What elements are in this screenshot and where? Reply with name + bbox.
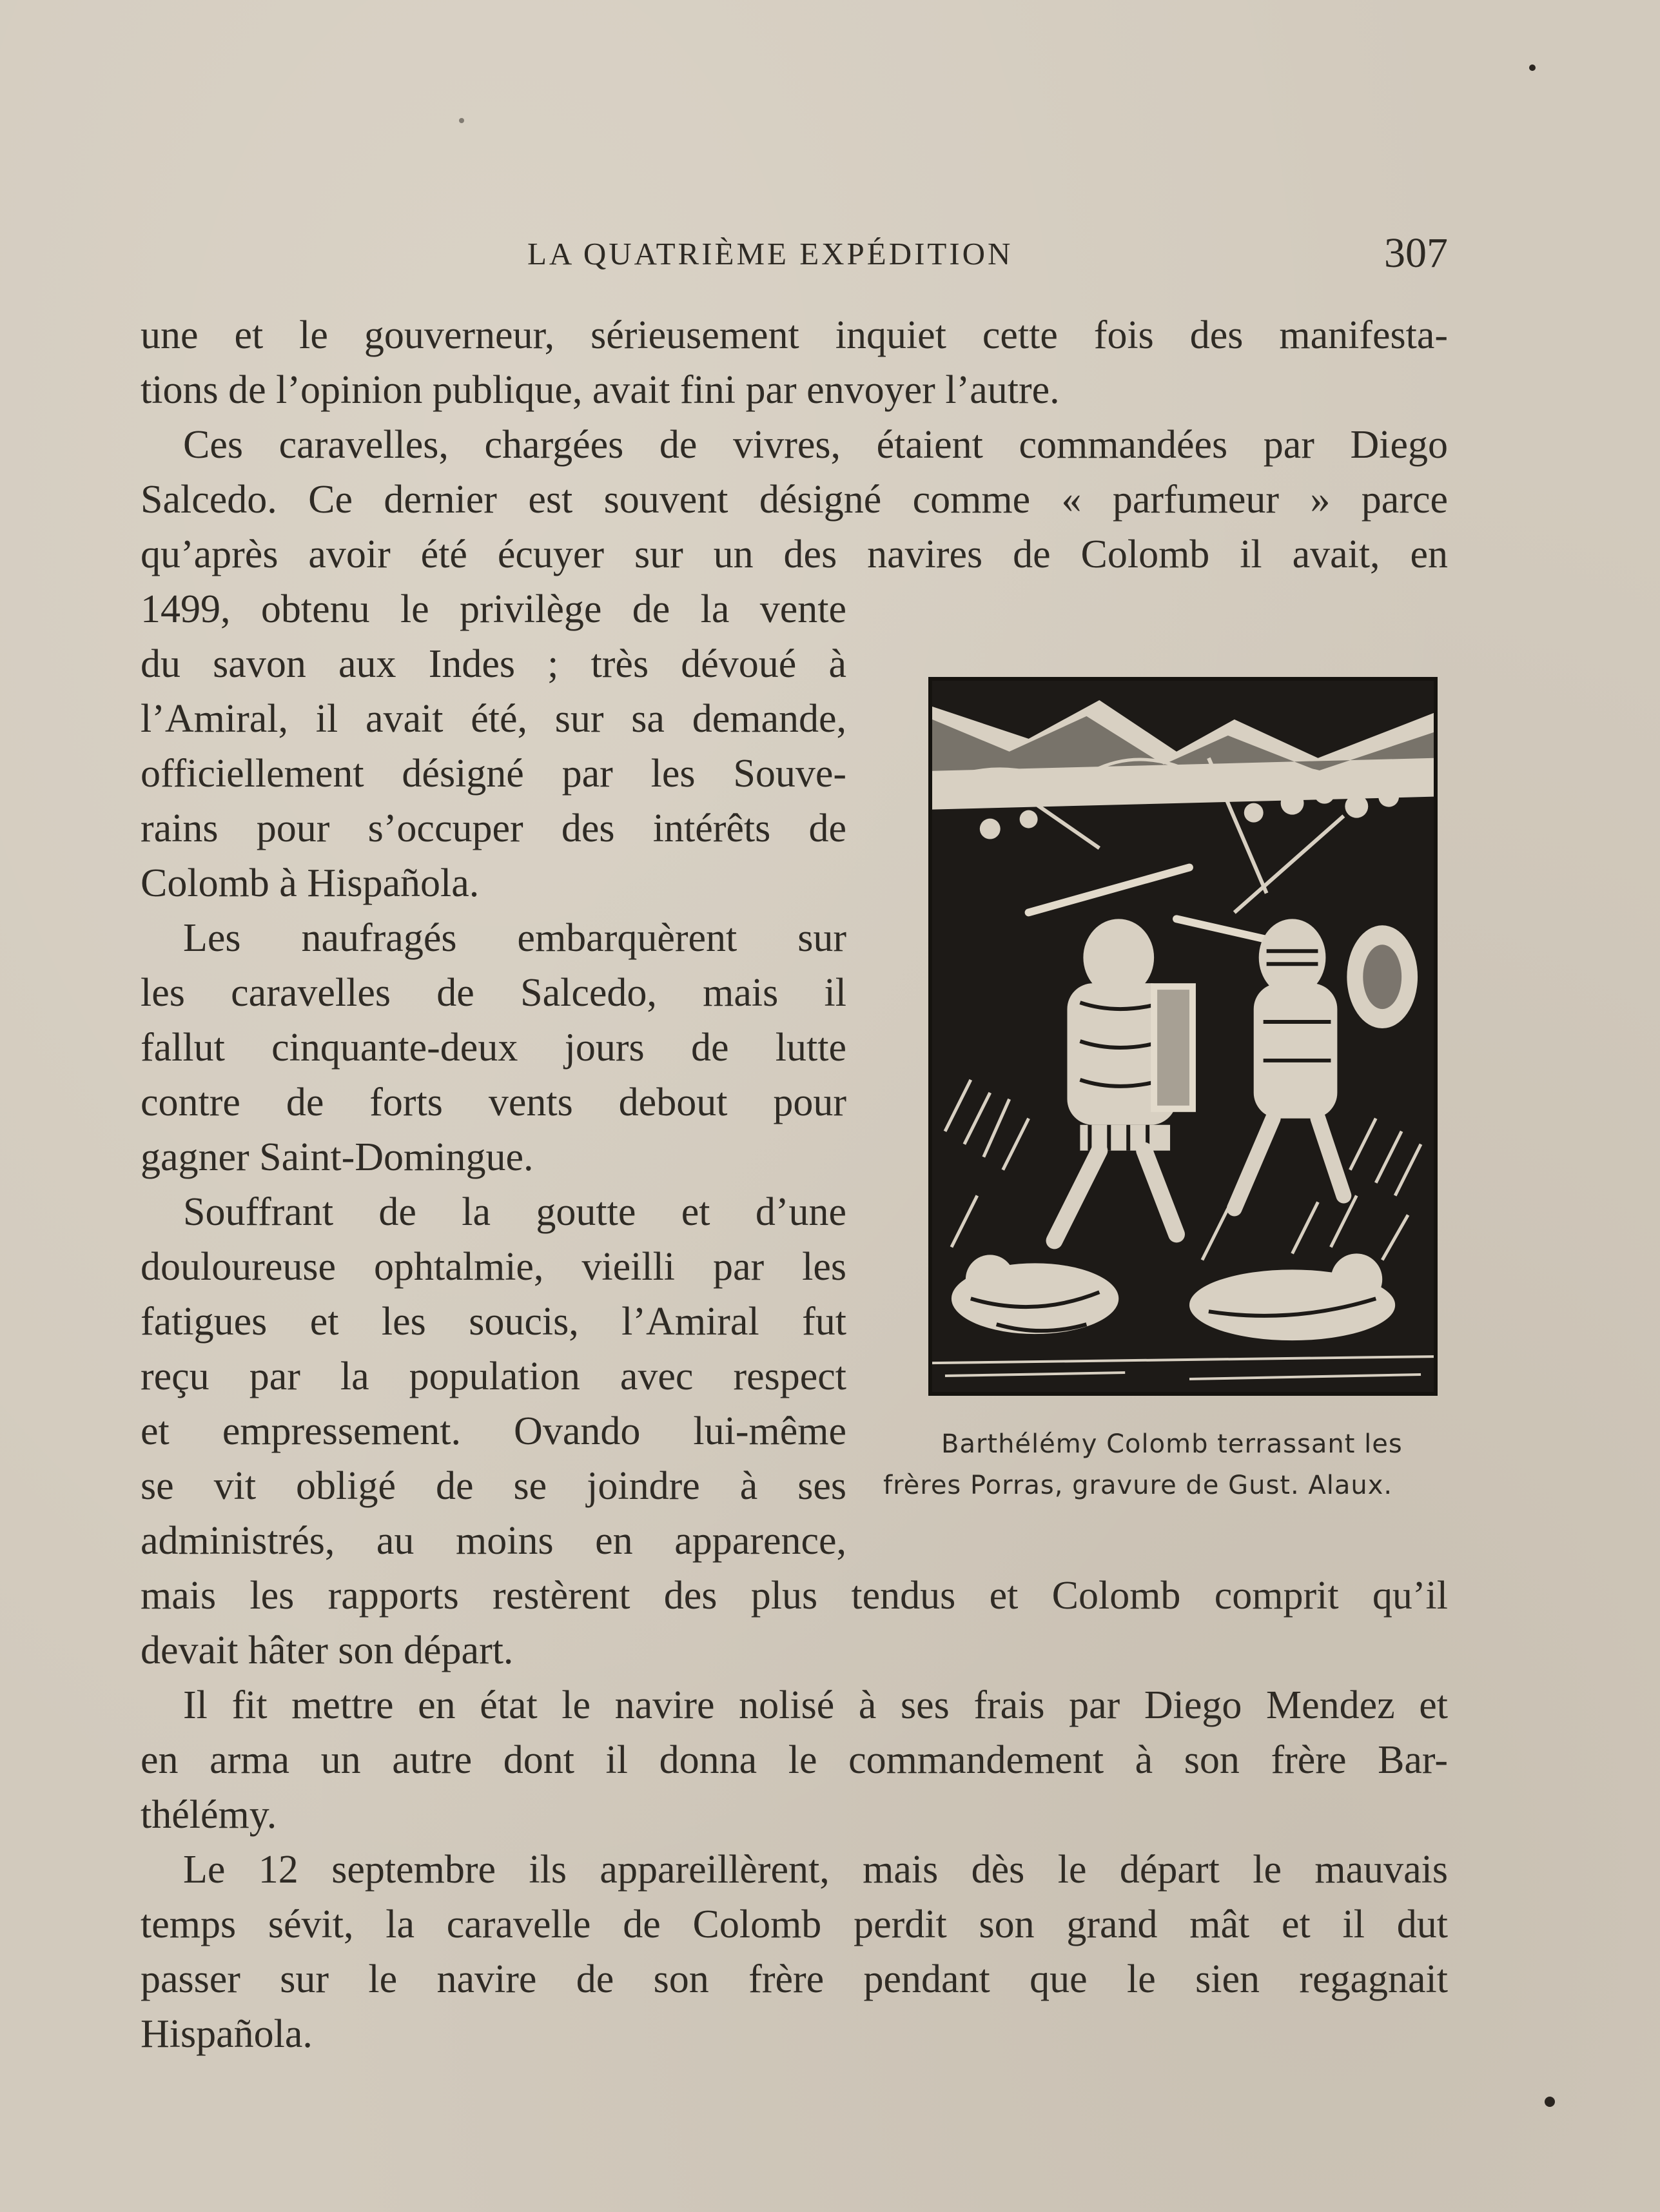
text-line: 1499, obtenu le privilège de la vente bbox=[141, 587, 846, 631]
paragraph-block-narrow bbox=[141, 582, 846, 1569]
text-line: se vit obligé de se joindre à ses bbox=[141, 1464, 846, 1508]
woodcut-engraving-image bbox=[932, 681, 1434, 1392]
text-line: Ces caravelles, chargées de vivres, étaient commandées par Diego bbox=[183, 423, 1448, 467]
running-header bbox=[141, 229, 1448, 280]
text-line: passer sur le navire de son frère pendant que le sien regagnait bbox=[141, 1957, 1448, 2001]
paper-speck bbox=[1529, 64, 1536, 71]
text-line: une et le gouverneur, sérieusement inquiet cette fois des manifesta- bbox=[141, 313, 1448, 357]
text-line: douloureuse ophtalmie, vieilli par les bbox=[141, 1245, 846, 1289]
text-line: qu’après avoir été écuyer sur un des navires de Colomb il avait, en bbox=[141, 533, 1448, 576]
text-line: thélémy. bbox=[141, 1793, 277, 1837]
text-line: rains pour s’occuper des intérêts de bbox=[141, 807, 846, 850]
paragraph-block-top bbox=[141, 308, 1448, 582]
text-line: temps sévit, la caravelle de Colomb perdit son grand mât et il dut bbox=[141, 1903, 1448, 1946]
figure-caption bbox=[883, 1424, 1489, 1506]
text-line: les caravelles de Salcedo, mais il bbox=[141, 971, 846, 1015]
page-number: 307 bbox=[1384, 230, 1448, 277]
text-line: contre de forts vents debout pour bbox=[141, 1081, 846, 1124]
woodcut-illustration bbox=[928, 677, 1438, 1396]
text-line: Il fit mettre en état le navire nolisé à ses frais par Diego Mendez et bbox=[183, 1683, 1448, 1727]
text-line: Salcedo. Ce dernier est souvent désigné comme « parfumeur » parce bbox=[141, 478, 1448, 522]
paragraph-block-bottom bbox=[141, 1569, 1448, 2062]
text-line: l’Amiral, il avait été, sur sa demande, bbox=[141, 697, 846, 741]
caption-line: frères Porras, gravure de Gust. Alaux. bbox=[883, 1471, 1393, 1500]
text-line: fatigues et les soucis, l’Amiral fut bbox=[141, 1300, 846, 1344]
text-line: Colomb à Hispañola. bbox=[141, 861, 480, 905]
text-line: en arma un autre dont il donna le commandement à son frère Bar- bbox=[141, 1738, 1448, 1782]
text-line: du savon aux Indes ; très dévoué à bbox=[141, 642, 846, 686]
text-line: tions de l’opinion publique, avait fini par envoyer l’autre. bbox=[141, 368, 1060, 412]
text-line: gagner Saint-Domingue. bbox=[141, 1135, 534, 1179]
text-line: Le 12 septembre ils appareillèrent, mais dès le départ le mauvais bbox=[183, 1848, 1448, 1892]
text-line: officiellement désigné par les Souve- bbox=[141, 752, 846, 796]
text-line: reçu par la population avec respect bbox=[141, 1355, 846, 1398]
text-line: Hispañola. bbox=[141, 2012, 313, 2056]
paper-speck bbox=[459, 118, 464, 123]
text-line: devait hâter son départ. bbox=[141, 1629, 514, 1672]
text-line: Souffrant de la goutte et d’une bbox=[183, 1190, 846, 1234]
text-line: fallut cinquante-deux jours de lutte bbox=[141, 1026, 846, 1070]
caption-line: Barthélémy Colomb terrassant les bbox=[941, 1429, 1403, 1459]
text-line: administrés, au moins en apparence, bbox=[141, 1519, 846, 1563]
chapter-title: LA QUATRIÈME EXPÉDITION bbox=[527, 236, 1013, 271]
text-line: et empressement. Ovando lui-même bbox=[141, 1409, 846, 1453]
paper-speck bbox=[1545, 2097, 1555, 2107]
text-line: mais les rapports restèrent des plus tendus et Colomb comprit qu’il bbox=[141, 1574, 1448, 1618]
text-line: Les naufragés embarquèrent sur bbox=[183, 916, 846, 960]
